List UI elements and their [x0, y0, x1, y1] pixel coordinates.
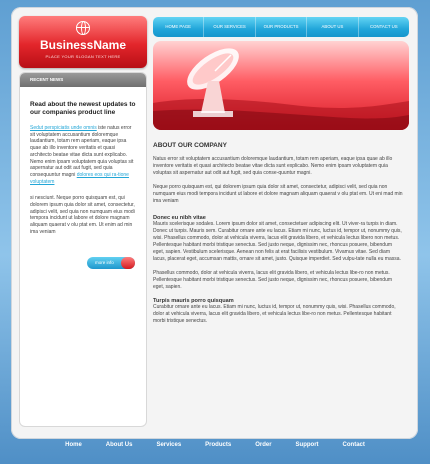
news-headline: Read about the newest updates to our companies product line — [30, 101, 136, 116]
footer-contact[interactable]: Contact — [342, 442, 365, 448]
top-nav — [153, 17, 409, 37]
brand-name: BusinessName — [39, 38, 127, 52]
footer-nav — [0, 442, 430, 448]
sidebar — [19, 72, 147, 427]
arrow-icon — [121, 257, 135, 269]
subheading-1: Donec eu nibh vitae — [153, 215, 206, 221]
hero-image — [153, 41, 409, 130]
nav-services[interactable]: OUR SERVICES — [203, 17, 254, 37]
subheading-2: Turpis mauris porro quisquam — [153, 298, 234, 304]
footer-about[interactable]: About Us — [105, 442, 133, 448]
nav-products[interactable]: OUR PRODUCTS — [255, 17, 306, 37]
footer-products[interactable]: Products — [205, 442, 232, 448]
more-info-label: more info — [95, 260, 114, 265]
nav-contact[interactable]: CONTACT US — [358, 17, 409, 37]
paragraph-2: Neque porro quisquam est, qui dolorem ipsum quia dolor sit amet, consectetur, adipisci velit, sed quia non numquam eius modi tempora incidunt ut labore et dolore magnam aliquam quaerat v olu ptat em. Ut eni mad min ima veniam — [153, 184, 403, 204]
paragraph-5: Curabitur ornare ante eu lacus. Etiam mi nunc, luctus id, tempor ut, nonummy quis, wisi. Phasellus commodo, dolor at vehicula viverra, lacus elit gravida libero, et vehicula lectus libe-ro non metus. Pellentesque habitant morbi tristique senectus. — [153, 304, 396, 324]
paragraph-3: Mauris scelerisque sodales. Lorem ipsum dolor sit amet, consectetuer adipiscing elit. Ut viver-ra turpis in diam. Donec ut turpis. Mauris sem. Curabitur ornare ante eu lacus. Etiam mi nunc, luctus id, tempor ut, nonummy quis, wisi. Phasellus commodo, dolor at vehicula viverra, lacus elit gravida libero, et vehicula lectus libero non metus. Pellentesque habitant morbi tristique senectus. Sed justo neque, dignissim nec, rhoncus posuere, bibendum eget, sapien. Vestibulum scelerisque. Aenean non felis at erat facilisis vestibulum. Vivamus vitae. Sed diam lacus, placerat eget, accumsan mattis, ornare sit amet, justo. Quisque imperdiet. Sed vulpu-tate nulla eu massa. — [153, 221, 402, 262]
main-content — [153, 142, 403, 325]
footer-services[interactable]: Services — [156, 442, 182, 448]
paragraph-1: Natus error sit voluptatem accusantium doloremque laudantium, totam rem aperiam, eaque ipsa quae ab illo inventore veritatis et quasi architecto beatae vitae dicta sunt explicabo. Nemo enim ipsam voluptatem quia voluptas sit aspernatur aut odit aut fugit, sed quia conse-quuntur magni. — [153, 156, 393, 176]
nav-home[interactable]: HOME PAGE — [165, 24, 192, 29]
news-body — [30, 125, 136, 185]
page-title: ABOUT OUR COMPANY — [153, 142, 227, 149]
news-link[interactable]: Sedut perspiciatis unde omnis — [30, 125, 97, 131]
more-info-button[interactable] — [87, 257, 135, 269]
recent-news-header: RECENT NEWS — [20, 73, 146, 87]
footer-support[interactable]: Support — [295, 442, 319, 448]
news-body-2: si nesciunt. Neque porro quisquam est, qui dolorem ipsum quia dolor sit amet, consectetur, adipisci velit, sed quia non numquam eius modi tempora incidunt ut labore et dolore magnam aliquam quaerat v olu ptat em. Ut enim ad min ima veniam — [30, 195, 135, 235]
brand-slogan: PLACE YOUR SLOGAN TEXT HERE — [45, 54, 121, 59]
globe-icon — [76, 21, 90, 35]
paragraph-4: Phasellus commodo, dolor at vehicula viverra, lacus elit gravida libero, et vehicula lectus libe-ro non metus. Pellentesque habitant morbi tristique senectus. Sed justo neque, dignissim nec, rhoncus posuere, bibendum eget, sapien. — [153, 270, 393, 290]
nav-about[interactable]: ABOUT US — [306, 17, 357, 37]
footer-home[interactable]: Home — [65, 442, 82, 448]
logo[interactable] — [19, 16, 147, 68]
news-link-2[interactable]: dolores eos qui ra-tione voluptatem — [30, 171, 129, 185]
news-text: iste natus error sit voluptatem accusantium doloremque laudantium, totam rem aperiam, eaque ipsa quae ab illo inventore veritatis et quasi architecto beatae vitae dicta sunt explicabo. Nemo enim ipsam voluptatem quia voluptas sit aspernatur aut odit aut fugit, sed quia consequuntur magni — [30, 125, 134, 178]
satellite-dish-icon — [153, 41, 409, 130]
footer-order[interactable]: Order — [255, 442, 272, 448]
